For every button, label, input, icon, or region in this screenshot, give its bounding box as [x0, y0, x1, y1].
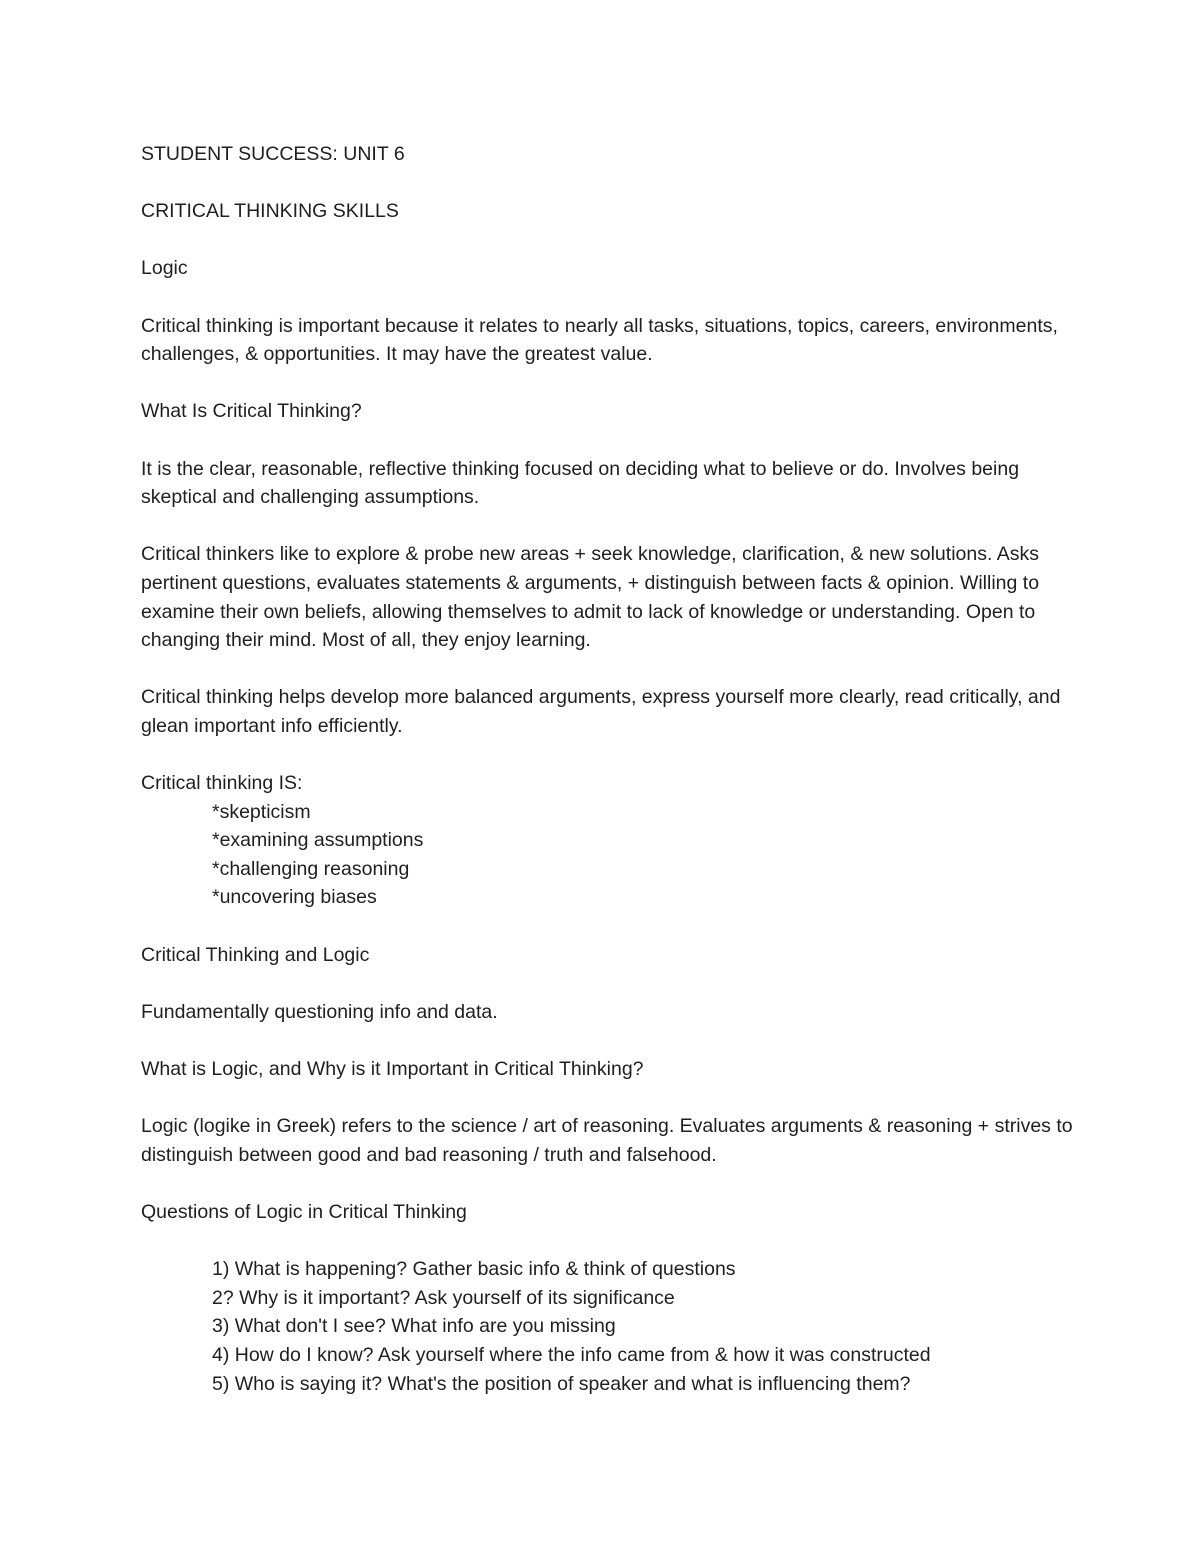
critical-thinking-is-list	[141, 798, 1081, 912]
list-item: *uncovering biases	[212, 886, 377, 909]
list-item: *challenging reasoning	[212, 857, 410, 880]
heading-what-is-critical-thinking: What Is Critical Thinking?	[141, 400, 362, 423]
list-item: *examining assumptions	[212, 829, 424, 852]
list-item: 4) How do I know? Ask yourself where the info came from & how it was constructed	[212, 1343, 931, 1366]
critical-thinkers-paragraph: Critical thinkers like to explore & probe new areas + seek knowledge, clarification, & new solutions. Asks pertinent questions, evaluates statements & arguments, + distinguish between facts & opinion. Willing to examine their own beliefs, allowing themselves to admit to lack of knowledge or understanding. Open to changing their mind. Most of all, they enjoy learning.	[141, 543, 1040, 652]
document-subtitle: CRITICAL THINKING SKILLS	[141, 200, 399, 223]
questions-list	[141, 1255, 1081, 1398]
heading-critical-thinking-and-logic: Critical Thinking and Logic	[141, 943, 370, 966]
helps-paragraph: Critical thinking helps develop more balanced arguments, express yourself more clearly, read critically, and glean important info efficiently.	[141, 686, 1061, 737]
list-item: 3) What don't I see? What info are you missing	[212, 1315, 616, 1338]
section-heading-logic: Logic	[141, 257, 188, 280]
heading-questions-of-logic: Questions of Logic in Critical Thinking	[141, 1200, 467, 1223]
list-item: 2? Why is it important? Ask yourself of its significance	[212, 1286, 675, 1309]
intro-paragraph: Critical thinking is important because it relates to nearly all tasks, situations, topics, careers, environments, challenges, & opportunities. It may have the greatest value.	[141, 314, 1058, 366]
document-body	[141, 140, 1081, 1398]
list-item: 1) What is happening? Gather basic info & think of questions	[212, 1258, 736, 1281]
critical-thinking-is-heading: Critical thinking IS:	[141, 772, 303, 795]
list-item: *skepticism	[212, 800, 311, 823]
definition-paragraph: It is the clear, reasonable, reflective thinking focused on deciding what to believe or do. Involves being skeptical and challenging assumptions.	[141, 457, 1020, 509]
heading-why-logic: What is Logic, and Why is it Important in Critical Thinking?	[141, 1058, 644, 1080]
list-item: 5) Who is saying it? What's the position of speaker and what is influencing them?	[212, 1372, 911, 1395]
logic-paragraph: Logic (logike in Greek) refers to the science / art of reasoning. Evaluates arguments & reasoning + strives to distinguish between good and bad reasoning / truth and falsehood.	[141, 1115, 1073, 1166]
document-title: STUDENT SUCCESS: UNIT 6	[141, 143, 405, 165]
fundamentally-paragraph: Fundamentally questioning info and data.	[141, 1000, 498, 1023]
